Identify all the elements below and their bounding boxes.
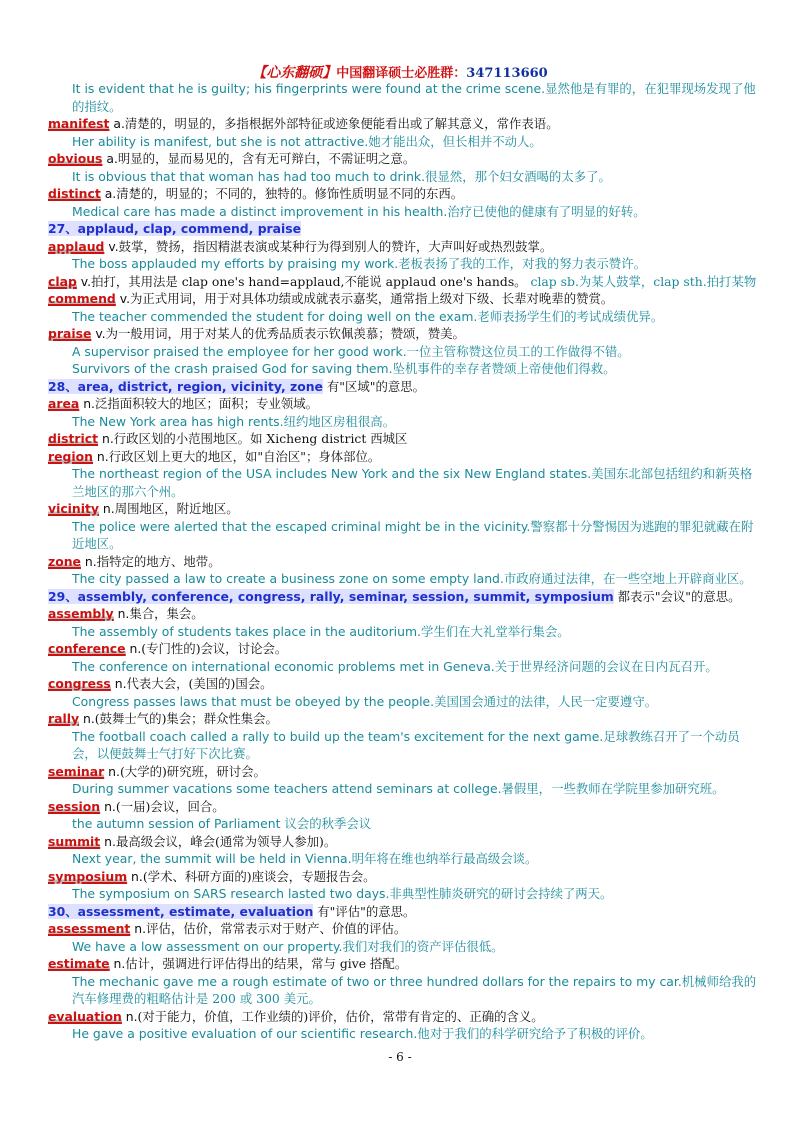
example-line	[48, 255, 760, 273]
example-line	[48, 623, 760, 641]
example-english: Next year, the summit will be held in Vienna.	[72, 851, 352, 866]
headword: seminar	[48, 763, 105, 779]
definition: 代表大会，(美国的)国会。	[126, 676, 273, 691]
headword: summit	[48, 833, 101, 849]
part-of-speech: v.	[76, 273, 92, 289]
part-of-speech: n.	[125, 641, 142, 656]
group-heading-words: 28、area, district, region, vicinity, zone	[48, 378, 323, 394]
example-english: The teacher commended the student for doing well on the exam.	[72, 308, 478, 324]
example-english: The city passed a law to create a business zone on some empty land.	[72, 571, 504, 586]
word-entry	[48, 710, 760, 728]
example-chinese: 学生们在大礼堂举行集会。	[420, 623, 570, 639]
example-line	[48, 413, 760, 431]
example-line	[48, 1025, 760, 1043]
definition: 拍打，其用法是 clap one's hand=applaud,不能说 applaud one's hands。	[91, 273, 527, 289]
word-entry	[48, 115, 760, 133]
page-number: - 6 -	[388, 1050, 412, 1064]
example-line	[48, 693, 760, 711]
headword: estimate	[48, 956, 110, 971]
usage-note: clap sb.为某人鼓掌，clap sth.拍打某物	[526, 273, 757, 289]
part-of-speech: n.	[113, 606, 130, 621]
definition: 评估，估价，常常表示对于财产、价值的评估。	[146, 921, 407, 936]
word-entry	[48, 238, 760, 256]
part-of-speech: v.	[115, 291, 131, 306]
definition: 清楚的，明显的，多指根据外部特征或迹象便能看出或了解其意义，常作表语。	[124, 116, 559, 131]
part-of-speech: n.	[80, 553, 97, 569]
part-of-speech: n.	[100, 833, 116, 849]
definition: 为正式用词，用于对具体功绩或成就表示嘉奖，通常指上级对下级、长辈对晚辈的赞赏。	[130, 291, 614, 306]
example-chinese: 美国东北部包括纽约和新英格兰地区的那六个州。	[72, 466, 753, 499]
headword: conference	[48, 641, 126, 656]
definition: 行政区划的小范围地区。如 Xicheng district 西城区	[113, 431, 408, 446]
example-line	[48, 815, 760, 833]
definition: 泛指面积较大的地区；面积；专业领域。	[94, 396, 319, 411]
part-of-speech: n.	[100, 798, 116, 814]
example-line	[48, 780, 760, 798]
definition: (对于能力，价值，工作业绩的)评价，估价，常带有肯定的、正确的含义。	[137, 1008, 544, 1024]
example-chinese: 坠机事件的幸存者赞颂上帝使他们得救。	[392, 361, 616, 376]
example-line	[48, 518, 760, 553]
part-of-speech: n.	[110, 676, 127, 691]
example-chinese: 纽约地区房租很高。	[283, 413, 396, 429]
word-entry	[48, 290, 760, 308]
part-of-speech: n.	[79, 396, 95, 411]
example-line	[48, 973, 760, 1008]
headword: assessment	[48, 921, 131, 936]
word-entry	[48, 395, 760, 413]
group-heading-words: 29、assembly, conference, congress, rally, seminar, session, summit, symposium	[48, 588, 614, 604]
example-english: The assembly of students takes place in the auditorium.	[72, 623, 421, 639]
example-line	[48, 938, 760, 956]
definition: 估计，强调进行评估得出的结果，常与 give 搭配。	[125, 956, 408, 971]
definition: 鼓掌，赞扬，指因精湛表演或某种行为得到别人的赞许，大声叫好或热烈鼓掌。	[118, 238, 553, 254]
example-line	[48, 658, 760, 676]
part-of-speech: a.	[102, 151, 118, 166]
example-chinese: 我们对我们的资产评估很低。	[342, 938, 504, 954]
brand-name: 【心东翻硕】	[252, 65, 337, 81]
word-entry	[48, 500, 760, 518]
part-of-speech: v.	[91, 326, 106, 341]
part-of-speech: v.	[104, 238, 119, 254]
headword: zone	[48, 553, 81, 569]
example-line	[48, 465, 760, 500]
example-line	[48, 850, 760, 868]
example-english: The northeast region of the USA includes New York and the six New England states.	[72, 466, 592, 481]
example-english: The boss applauded my efforts by praising my work.	[72, 256, 399, 271]
part-of-speech: n.	[79, 711, 95, 726]
group-heading-note: 有"区域"的意思。	[322, 378, 426, 394]
part-of-speech: n.	[130, 921, 147, 936]
example-english: The symposium on SARS research lasted two days.	[72, 886, 390, 901]
example-chinese: 治疗已使他的健康有了明显的好转。	[447, 203, 646, 219]
headword: session	[48, 798, 101, 814]
headword: manifest	[48, 116, 110, 131]
headword: obvious	[48, 151, 103, 166]
example-chinese: 非典型性肺炎研究的研讨会持续了两天。	[389, 886, 613, 901]
part-of-speech: a.	[109, 116, 125, 131]
example-english: He gave a positive evaluation of our scientific research.	[72, 1026, 418, 1041]
word-entry	[48, 1008, 760, 1026]
example-chinese: 他对于我们的科学研究给予了积极的评价。	[417, 1026, 653, 1041]
definition: (一届)会议，回合。	[115, 798, 225, 814]
headword: commend	[48, 291, 116, 306]
part-of-speech: n.	[127, 868, 143, 884]
word-entry	[48, 955, 760, 973]
word-entry	[48, 448, 760, 466]
headword: congress	[48, 676, 111, 691]
group-heading	[48, 903, 760, 921]
example-line	[48, 203, 760, 221]
group-heading-note: 都表示"会议"的意思。	[613, 588, 741, 604]
word-entry	[48, 185, 760, 203]
group-heading-note: 有"评估"的意思。	[313, 903, 416, 919]
definition: 清楚的，明显的；不同的，独特的。修饰性质明显不同的东西。	[116, 186, 464, 201]
example-english: Survivors of the crash praised God for saving them.	[72, 361, 393, 376]
headword: district	[48, 431, 99, 446]
example-line	[48, 80, 760, 115]
headword: vicinity	[48, 501, 99, 516]
part-of-speech: a.	[100, 186, 117, 201]
word-entry	[48, 150, 760, 168]
example-line	[48, 133, 760, 151]
headword: area	[48, 396, 80, 411]
header-qq: 347113660	[466, 66, 548, 81]
group-heading-words: 27、applaud, clap, commend, praise	[48, 221, 302, 236]
word-entry	[48, 430, 760, 448]
example-chinese: 警察都十分警惕因为逃跑的罪犯就藏在附近地区。	[72, 518, 754, 551]
example-chinese: 暑假里，一些教师在学院里参加研究班。	[501, 781, 725, 796]
example-english: the autumn session of Parliament	[72, 816, 281, 831]
word-entry	[48, 640, 760, 658]
example-chinese: 足球教练召开了一个动员会，以便鼓舞士气打好下次比赛。	[72, 728, 740, 761]
headword: assembly	[48, 606, 114, 621]
part-of-speech: n.	[98, 501, 115, 516]
example-line	[48, 343, 760, 361]
definition: 指特定的地方、地带。	[96, 553, 221, 569]
word-entry	[48, 675, 760, 693]
example-english: It is obvious that that woman has had too much to drink.	[72, 168, 426, 184]
example-line	[48, 168, 760, 186]
definition: 集合，集会。	[129, 606, 204, 621]
headword: distinct	[48, 186, 101, 201]
part-of-speech: n.	[121, 1008, 138, 1024]
headword: clap	[48, 273, 77, 289]
word-entry	[48, 920, 760, 938]
word-entry	[48, 763, 760, 781]
example-chinese: 她才能出众，但长相并不动人。	[368, 133, 542, 149]
definition: 明显的，显而易见的，含有无可辩白，不需证明之意。	[117, 151, 416, 166]
part-of-speech: n.	[92, 448, 109, 464]
definition: (学术、科研方面的)座谈会，专题报告会。	[142, 868, 376, 884]
definition: 行政区划上更大的地区，如"自治区"；身体部位。	[108, 448, 381, 464]
example-english: The police were alerted that the escaped criminal might be in the vicinity.	[72, 518, 531, 534]
group-heading	[48, 378, 760, 396]
definition: 为一般用词，用于对某人的优秀品质表示钦佩羡慕；赞颂，赞美。	[105, 326, 465, 341]
headword: region	[48, 448, 93, 464]
word-entry	[48, 833, 760, 851]
headword: evaluation	[48, 1008, 122, 1024]
example-chinese: 市政府通过法律，在一些空地上开辟商业区。	[503, 571, 752, 586]
document-body	[48, 80, 760, 1043]
example-line	[48, 885, 760, 903]
word-entry	[48, 868, 760, 886]
example-english: The mechanic gave me a rough estimate of two or three hundred dollars for the repairs to my car.	[72, 973, 682, 989]
group-heading-words: 30、assessment, estimate, evaluation	[48, 903, 314, 919]
example-english: We have a low assessment on our property.	[72, 938, 343, 954]
example-chinese: 老师表扬学生们的考试成绩优异。	[477, 308, 664, 324]
example-line	[48, 360, 760, 378]
example-english: Congress passes laws that must be obeyed by the people.	[72, 693, 435, 709]
part-of-speech: n.	[104, 763, 120, 779]
group-heading	[48, 220, 760, 238]
example-english: During summer vacations some teachers attend seminars at college.	[72, 781, 502, 796]
word-entry	[48, 325, 760, 343]
example-english: The conference on international economic problems met in Geneva.	[72, 658, 495, 674]
example-english: It is evident that he is guilty; his fingerprints were found at the crime scene.	[72, 81, 546, 96]
example-english: The New York area has high rents.	[72, 413, 284, 429]
example-english: Her ability is manifest, but she is not attractive.	[72, 133, 369, 149]
example-english: A supervisor praised the employee for her good work.	[72, 343, 407, 359]
headword: applaud	[48, 238, 105, 254]
example-chinese: 老板表扬了我的工作，对我的努力表示赞许。	[398, 256, 646, 271]
word-entry	[48, 273, 760, 291]
part-of-speech: n.	[109, 956, 126, 971]
definition: (专门性的)会议，讨论会。	[141, 641, 288, 656]
part-of-speech: n.	[98, 431, 114, 446]
word-entry	[48, 605, 760, 623]
example-english: Medical care has made a distinct improvement in his health.	[72, 203, 448, 219]
example-chinese: 一位主管称赞这位员工的工作做得不错。	[406, 343, 630, 359]
example-chinese: 关于世界经济问题的会议在日内瓦召开。	[494, 658, 718, 674]
headword: symposium	[48, 868, 128, 884]
definition: (鼓舞士气的)集会；群众性集会。	[94, 711, 278, 726]
example-line	[48, 570, 760, 588]
header-title: 中国翻译硕士必胜群：	[336, 66, 467, 81]
definition: 周围地区，附近地区。	[114, 501, 239, 516]
word-entry	[48, 798, 760, 816]
definition: 最高级会议，峰会(通常为领导人参加)。	[115, 833, 337, 849]
example-english: The football coach called a rally to build up the team's excitement for the next game.	[72, 728, 604, 744]
example-chinese: 议会的秋季会议	[280, 816, 372, 831]
example-chinese: 明年将在维也纳举行最高级会谈。	[351, 851, 538, 866]
example-line	[48, 308, 760, 326]
example-chinese: 机械师给我的汽车修理费的粗略估计是 200 或 300 美元。	[72, 973, 757, 1006]
group-heading	[48, 588, 760, 606]
headword: rally	[48, 711, 80, 726]
example-chinese: 美国国会通过的法律，人民一定要遵守。	[434, 693, 658, 709]
example-chinese: 显然他是有罪的，在犯罪现场发现了他的指纹。	[72, 81, 756, 114]
page-header	[0, 62, 800, 82]
example-line	[48, 728, 760, 763]
headword: praise	[48, 326, 92, 341]
example-chinese: 很显然，那个妇女酒喝的太多了。	[425, 168, 611, 184]
definition: (大学的)研究班，研讨会。	[119, 763, 266, 779]
word-entry	[48, 553, 760, 571]
